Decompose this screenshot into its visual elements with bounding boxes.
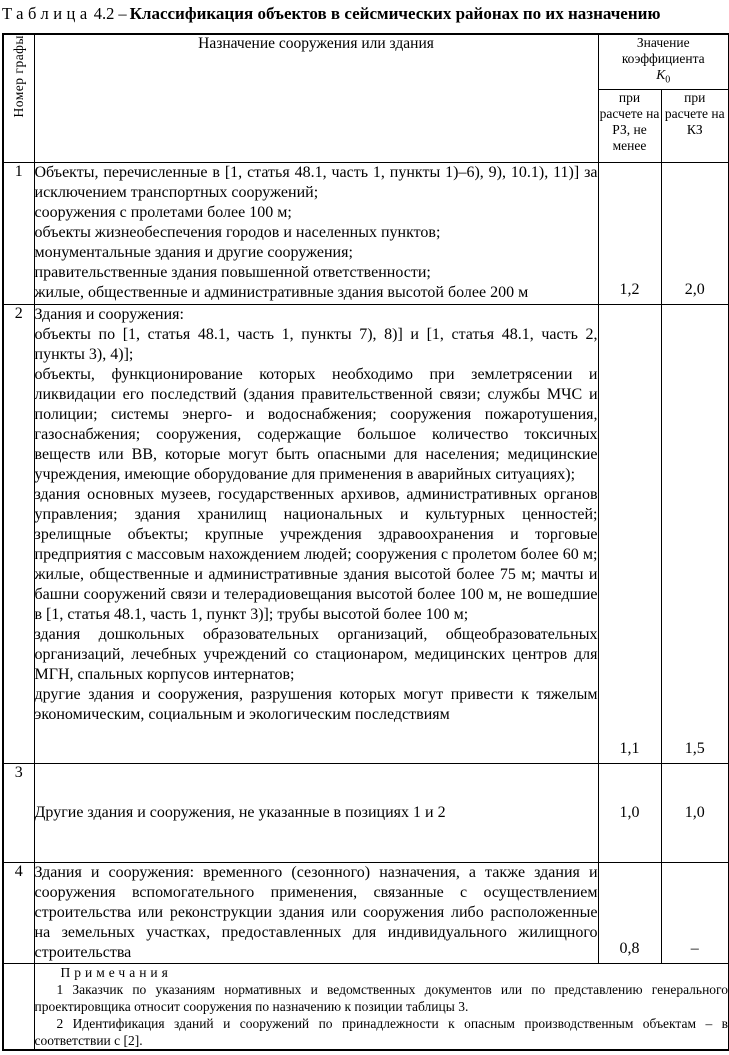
coefficient-symbol bbox=[599, 67, 729, 89]
notes-row bbox=[3, 963, 729, 1050]
header-cell-purpose bbox=[34, 34, 598, 162]
row-4-clauses bbox=[35, 863, 598, 961]
note-item: 2 Идентификация зданий и сооружений по принадлежности к опасным производственным объектам – в соответствии с [2]. bbox=[34, 1015, 728, 1048]
notes-cell bbox=[34, 963, 729, 1050]
table-row-1 bbox=[3, 162, 729, 304]
clause: здания основных музеев, государственных архивов, административных органов управления; здания хранилищ национальных и культурных ценностей; зрелищные объекты; крупные учреждения здравоохранения и торговые предприятия с массовым нахождением людей; сооружения с пролетом более 60 м; жилые, общественные и административные здания высотой более 75 м; мачты и башни сооружений связи и телерадиовещания высотой более 100 м, не вошедшие в [1, статья 48.1, часть 1, пункт 3)]; трубы высотой более 100 м; bbox=[34, 485, 598, 623]
row-3-purpose bbox=[34, 763, 598, 862]
row-1-clauses bbox=[35, 163, 598, 301]
notes-heading: Примечания bbox=[60, 964, 172, 980]
table-title bbox=[2, 3, 729, 33]
document-page bbox=[0, 3, 729, 1055]
table-title-dash: – bbox=[118, 4, 127, 23]
row-1-kz-value: 2,0 bbox=[661, 162, 729, 304]
row-2-purpose bbox=[34, 304, 598, 763]
header-purpose-label: Назначение сооружения или здания bbox=[198, 35, 434, 52]
clause: объекты по [1, статья 48.1, часть 1, пункты 7), 8)] и [1, статья 48.1, часть 2, пункты 3), 4)]; bbox=[34, 325, 598, 363]
classification-table bbox=[2, 33, 729, 1051]
row-4-rz-value: 0,8 bbox=[598, 862, 661, 963]
table-title-word: Таблица bbox=[2, 4, 92, 23]
row-4-kz-value: – bbox=[661, 862, 729, 963]
clause: монументальные здания и другие сооружения; bbox=[34, 243, 353, 261]
header-cell-row-number bbox=[3, 34, 34, 162]
row-3-number: 3 bbox=[3, 763, 34, 862]
coefficient-symbol-letter: К bbox=[656, 67, 666, 82]
coefficient-symbol-subscript: 0 bbox=[665, 74, 671, 86]
row-2-rz-value: 1,1 bbox=[598, 304, 661, 763]
clause: Здания и сооружения: bbox=[34, 305, 184, 323]
row-2-number: 2 bbox=[3, 304, 34, 763]
clause: Объекты, перечисленные в [1, статья 48.1, часть 1, пункты 1)–6), 9), 10.1), 11)] за исключением транспортных сооружений; bbox=[34, 163, 598, 201]
row-1-rz-value: 1,2 bbox=[598, 162, 661, 304]
notes-left-spacer bbox=[3, 963, 34, 1050]
table-row-4 bbox=[3, 862, 729, 963]
row-1-number: 1 bbox=[3, 162, 34, 304]
table-row-2 bbox=[3, 304, 729, 763]
table-row-3 bbox=[3, 763, 729, 862]
clause: объекты, функционирование которых необходимо при землетрясении и ликвидации его последствий (здания правительственной связи; службы МЧС и полиции; системы энерго- и водоснабжения; сооружения пожаротушения, газоснабжения; сооружения, содержащие большое количество токсичных веществ или ВВ, которые могут быть опасными для населения; медицинские учреждения, имеющие оборудование для применения в аварийных ситуациях); bbox=[34, 365, 598, 483]
row-4-purpose bbox=[34, 862, 598, 963]
row-4-number: 4 bbox=[3, 862, 34, 963]
clause: здания дошкольных образовательных организаций, общеобразовательных организаций, лечебных учреждений со стационаром, медицинских центров для МГН, спальных корпусов интернатов; bbox=[34, 625, 598, 683]
table-title-caption: Классификация объектов в сейсмических районах по их назначению bbox=[129, 4, 661, 23]
header-cell-coefficient bbox=[598, 34, 729, 89]
clause: другие здания и сооружения, разрушения которых могут привести к тяжелым экономическим, социальным и экологическим последствиям bbox=[34, 685, 598, 723]
coefficient-group-label: Значение коэффициента bbox=[621, 35, 705, 66]
note-item: 1 Заказчик по указаниям нормативных и ведомственных документов или по представлению генерального проектировщика относит сооружения по назначению к позиции таблицы 3. bbox=[34, 981, 728, 1014]
clause: Другие здания и сооружения, не указанные в позициях 1 и 2 bbox=[34, 803, 446, 821]
row-2-clauses bbox=[35, 305, 598, 760]
clause: объекты жизнеобеспечения городов и населенных пунктов; bbox=[34, 223, 441, 241]
clause: жилые, общественные и административные здания высотой более 200 м bbox=[34, 283, 529, 301]
clause: сооружения с пролетами более 100 м; bbox=[34, 203, 292, 221]
row-2-kz-value: 1,5 bbox=[661, 304, 729, 763]
clause: правительственные здания повышенной ответственности; bbox=[34, 263, 431, 281]
table-title-number: 4.2 bbox=[93, 4, 115, 23]
header-cell-kz: при расчете на КЗ bbox=[661, 89, 729, 162]
header-cell-rz: при расчете на РЗ, не менее bbox=[598, 89, 661, 162]
header-row-number-label: Номер графы bbox=[10, 35, 26, 118]
row-1-purpose bbox=[34, 162, 598, 304]
clause: Здания и сооружения: временного (сезонного) назначения, а также здания и сооружения вспомогательного применения, связанные с осуществлением строительства или реконструкции здания или сооружения либо расположенные на земельных участках, предоставленных для индивидуального жилищного строительства bbox=[34, 863, 598, 961]
row-3-rz-value: 1,0 bbox=[598, 763, 661, 862]
row-3-kz-value: 1,0 bbox=[661, 763, 729, 862]
header-row-top bbox=[3, 34, 729, 89]
